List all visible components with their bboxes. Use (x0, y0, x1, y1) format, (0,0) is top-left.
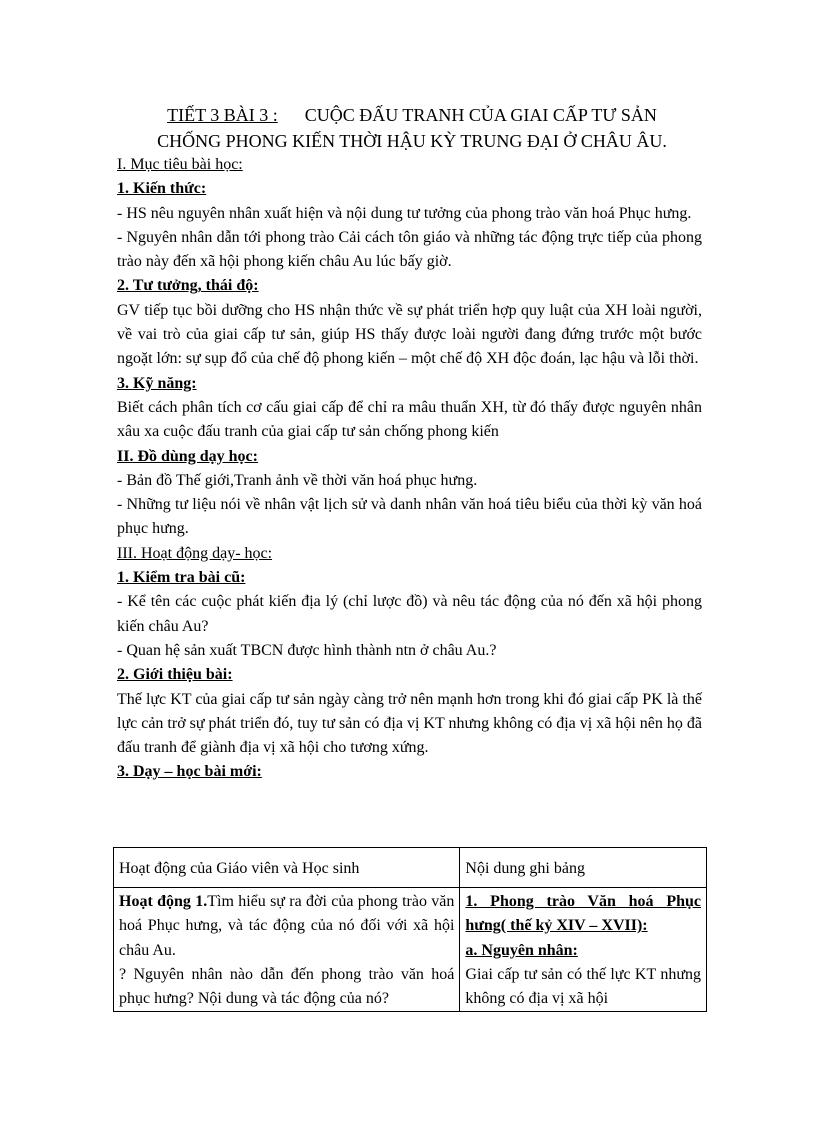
skills-heading: 3. Kỹ năng: (117, 374, 197, 392)
knowledge-item-1: - HS nêu nguyên nhân xuất hiện và nội dung tư tưởng của phong trào văn hoá Phục hưng. (117, 204, 692, 222)
board-heading: 1. Phong trào Văn hoá Phục hưng( thế kỷ XIV – XVII): (465, 893, 701, 935)
attitude-heading: 2. Tư tưởng, thái độ: (117, 277, 259, 295)
section1-heading: I. Mục tiêu bài học: (117, 156, 243, 173)
materials-item-2: - Những tư liệu nói về nhân vật lịch sử và danh nhân văn hoá tiêu biểu của thời kỳ văn hoá phục hưng. (117, 496, 702, 538)
table-header-row (114, 848, 707, 888)
check-item-1: - Kể tên các cuộc phát kiến địa lý (chỉ lược đồ) và nêu tác động của nó đến xã hội phong kiến châu Au? (117, 593, 702, 635)
activity-label: Hoạt động 1. (119, 893, 208, 910)
activity-question: ? Nguyên nhân nào dẫn đến phong trào văn hoá phục hưng? Nội dung và tác động của nó? (119, 965, 455, 1008)
intro-text: Thế lực KT của giai cấp tư sản ngày càng trở nên mạnh hơn trong khi đó giai cấp PK là thế lực cản trở sự phát triển đó, tuy tư sản có địa vị KT nhưng không có địa vị xã hội nên họ đã đấu tranh để giành địa vị xã hội cho tương xứng. (117, 690, 702, 757)
lesson-title-line1 (112, 103, 712, 127)
lesson-content (117, 153, 702, 785)
new-lesson-heading: 3. Dạy – học bài mới: (117, 763, 262, 781)
lesson-number: TIẾT 3 BÀI 3 : (167, 105, 278, 125)
intro-heading: 2. Giới thiệu bài: (117, 666, 233, 684)
lesson-table (113, 847, 707, 1012)
table-header-activities: Hoạt động của Giáo viên và Học sinh (114, 848, 460, 888)
activity-cell (114, 888, 460, 1012)
knowledge-heading: 1. Kiến thức: (117, 180, 207, 198)
check-heading: 1. Kiểm tra bài cũ: (117, 569, 246, 587)
attitude-text: GV tiếp tục bồi dưỡng cho HS nhận thức về sự phát triển hợp quy luật của XH loài người, về vai trò của giai cấp tư sản, giúp HS thấy được loài người đang đứng trước một bước ngoặt lớn: sự sụp đổ của chế độ phong kiến – một chế độ XH độc đoán, lạc hậu và lỗi thời. (117, 301, 702, 368)
board-text: Giai cấp tư sản có thế lực KT nhưng không có địa vị xã hội (465, 965, 701, 1008)
skills-text: Biết cách phân tích cơ cấu giai cấp để chỉ ra mâu thuẩn XH, từ đó thấy được nguyên nhân xâu xa cuộc đấu tranh của giai cấp tư sản chống phong kiến (117, 398, 702, 441)
activity-text: Tìm hiểu sự ra đời của phong trào văn hoá Phục hưng, và tác động của nó đối với xã hội châu Au. (119, 893, 455, 959)
section2-heading: II. Đồ dùng dạy học: (117, 447, 258, 465)
section3-heading: III. Hoạt động dạy- học: (117, 544, 273, 562)
table-header-content: Nội dung ghi bảng (460, 848, 707, 888)
knowledge-item-2: - Nguyên nhân dẫn tới phong trào Cải cách tôn giáo và những tác động trực tiếp của phong trào này đến xã hội phong kiến châu Au lúc bấy giờ. (117, 228, 702, 271)
board-content-cell (460, 888, 707, 1012)
materials-item-1: - Bản đồ Thế giới,Tranh ảnh về thời văn hoá phục hưng. (117, 471, 478, 489)
lesson-title-text1: CUỘC ĐẤU TRANH CỦA GIAI CẤP TƯ SẢN (304, 105, 657, 125)
check-item-2: - Quan hệ sản xuất TBCN được hình thành ntn ở châu Au.? (117, 641, 497, 659)
board-subheading: a. Nguyên nhân: (465, 941, 578, 959)
table-row (114, 888, 707, 1012)
lesson-title-line2: CHỐNG PHONG KIẾN THỜI HẬU KỲ TRUNG ĐẠI Ở CHÂU ÂU. (157, 131, 667, 151)
